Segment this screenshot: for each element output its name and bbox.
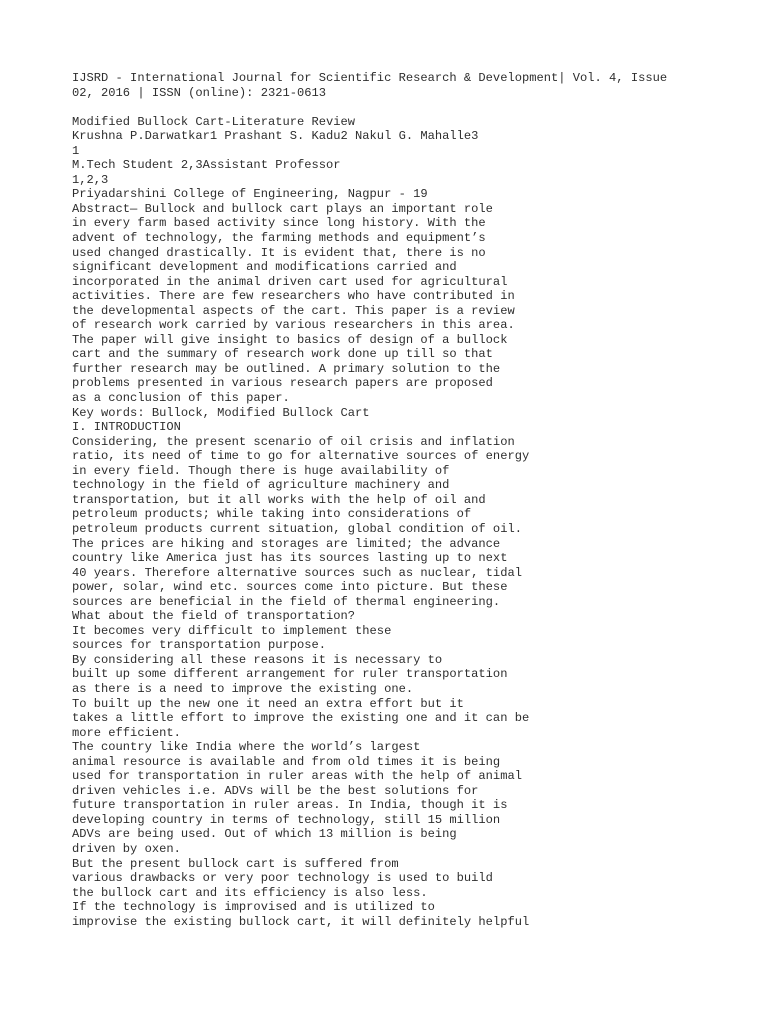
intro-line: To built up the new one it need an extra effort but it [72, 696, 464, 711]
abstract-line: used changed drastically. It is evident that, there is no [72, 245, 486, 260]
intro-line: If the technology is improvised and is utilized to [72, 900, 435, 915]
intro-line: power, solar, wind etc. sources come into picture. But these [72, 580, 508, 595]
abstract-line: activities. There are few researchers who have contributed in [72, 289, 515, 304]
section-heading-introduction: I. INTRODUCTION [72, 420, 181, 435]
abstract-line: cart and the summary of research work done up till so that [72, 347, 493, 362]
intro-line: various drawbacks or very poor technology is used to build [72, 871, 493, 886]
journal-header-line-1: IJSRD - International Journal for Scientific Research & Development| Vol. 4, Issue [72, 71, 668, 85]
intro-line: ADVs are being used. Out of which 13 million is being [72, 827, 457, 842]
intro-line: as there is a need to improve the existing one. [72, 681, 414, 696]
intro-line: petroleum products; while taking into considerations of [72, 507, 472, 522]
intro-line: the bullock cart and its efficiency is also less. [72, 885, 428, 900]
spacer [72, 100, 712, 115]
intro-line: built up some different arrangement for ruler transportation [72, 667, 508, 682]
introduction-body [72, 435, 712, 930]
paper-title: Modified Bullock Cart-Literature Review [72, 114, 356, 129]
intro-line: What about the field of transportation? [72, 609, 356, 624]
abstract-line: the developmental aspects of the cart. This paper is a review [72, 303, 515, 318]
intro-line: driven by oxen. [72, 841, 181, 856]
intro-line: technology in the field of agriculture machinery and [72, 478, 450, 493]
abstract-line: in every farm based activity since long history. With the [72, 216, 486, 231]
keywords: Key words: Bullock, Modified Bullock Cart [72, 405, 370, 420]
intro-line: developing country in terms of technology, still 15 million [72, 812, 501, 827]
intro-line: But the present bullock cart is suffered from [72, 856, 399, 871]
intro-line: transportation, but it all works with the help of oil and [72, 492, 486, 507]
intro-line: The country like India where the world’s largest [72, 740, 421, 755]
paper-authors: Krushna P.Darwatkar1 Prashant S. Kadu2 Nakul G. Mahalle3 [72, 129, 479, 144]
abstract-line: significant development and modifications carried and [72, 260, 457, 275]
intro-line: driven vehicles i.e. ADVs will be the best solutions for [72, 783, 479, 798]
intro-line: future transportation in ruler areas. In India, though it is [72, 798, 508, 813]
intro-line: It becomes very difficult to implement these [72, 623, 392, 638]
intro-line: petroleum products current situation, global condition of oil. [72, 521, 522, 536]
abstract [72, 202, 712, 406]
abstract-line: advent of technology, the farming methods and equipment’s [72, 231, 486, 246]
intro-line: sources are beneficial in the field of thermal engineering. [72, 594, 501, 609]
intro-line: 40 years. Therefore alternative sources such as nuclear, tidal [72, 565, 522, 580]
intro-line: in every field. Though there is huge availability of [72, 463, 450, 478]
intro-line: The prices are hiking and storages are limited; the advance [72, 536, 501, 551]
abstract-line: Abstract— Bullock and bullock cart plays an important role [72, 201, 493, 216]
intro-line: animal resource is available and from old times it is being [72, 754, 501, 769]
affiliation-mark-1: 1 [72, 143, 80, 158]
journal-header-line-2: 02, 2016 | ISSN (online): 2321-0613 [72, 85, 327, 100]
intro-line: more efficient. [72, 725, 181, 740]
abstract-line: incorporated in the animal driven cart used for agricultural [72, 274, 508, 289]
abstract-line: of research work carried by various researchers in this area. [72, 318, 515, 333]
intro-line: improvise the existing bullock cart, it will definitely helpful [72, 914, 530, 929]
intro-line: sources for transportation purpose. [72, 638, 327, 653]
institution: Priyadarshini College of Engineering, Nagpur - 19 [72, 187, 428, 202]
intro-line: used for transportation in ruler areas with the help of animal [72, 769, 522, 784]
affiliation-mark-2: 1,2,3 [72, 172, 109, 187]
intro-line: Considering, the present scenario of oil crisis and inflation [72, 434, 515, 449]
intro-line: takes a little effort to improve the existing one and it can be [72, 711, 530, 726]
abstract-line: further research may be outlined. A primary solution to the [72, 361, 501, 376]
abstract-line: The paper will give insight to basics of design of a bullock [72, 332, 508, 347]
author-roles: M.Tech Student 2,3Assistant Professor [72, 158, 341, 173]
abstract-line: problems presented in various research papers are proposed [72, 376, 493, 391]
document-page [72, 71, 712, 929]
intro-line: ratio, its need of time to go for alternative sources of energy [72, 449, 530, 464]
intro-line: By considering all these reasons it is necessary to [72, 652, 443, 667]
intro-line: country like America just has its sources lasting up to next [72, 551, 508, 566]
abstract-line: as a conclusion of this paper. [72, 391, 290, 406]
